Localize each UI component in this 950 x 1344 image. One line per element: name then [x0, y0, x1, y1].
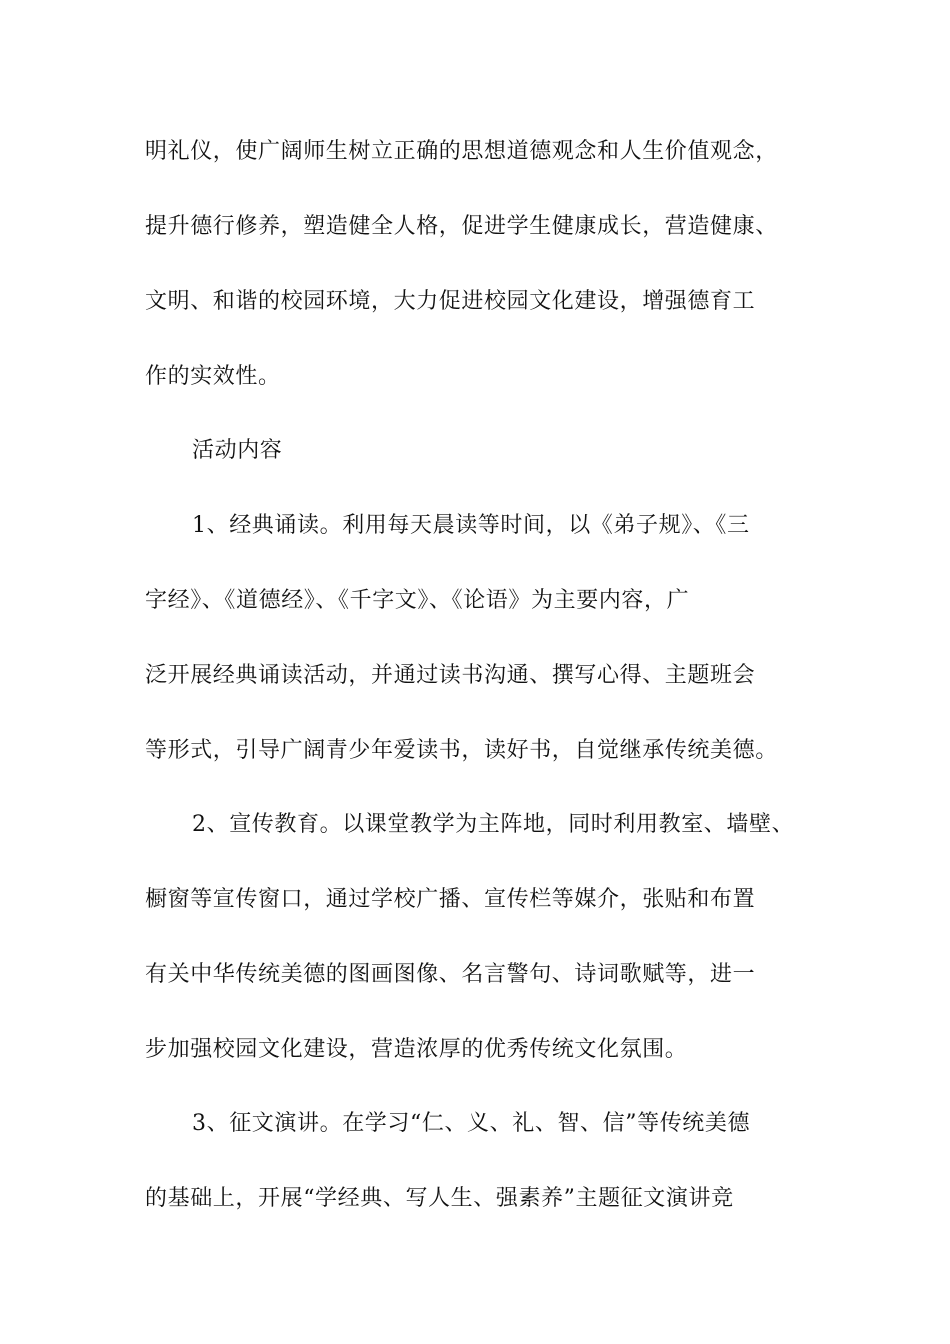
- text-line: 橱窗等宣传窗口，通过学校广播、宣传栏等媒介，张贴和布置: [145, 887, 756, 912]
- section-heading: 活动内容: [192, 438, 283, 463]
- text-line: 的基础上，开展“学经典、写人生、强素养”主题征文演讲竞: [145, 1186, 734, 1211]
- text-line: 字经》、《道德经》、《千字文》、《论语》为主要内容，广: [145, 588, 690, 613]
- text-line: 作的实效性。: [145, 364, 281, 389]
- text-line: 等形式，引导广阔青少年爱读书，读好书，自觉继承传统美德。: [145, 738, 778, 763]
- text-line: 3、征文演讲。在学习“仁、义、礼、智、信”等传统美德: [192, 1111, 751, 1136]
- text-line: 2、宣传教育。以课堂教学为主阵地，同时利用教室、墙壁、: [192, 812, 795, 837]
- text-line: 文明、和谐的校园环境，大力促进校园文化建设，增强德育工: [145, 289, 756, 314]
- text-line: 有关中华传统美德的图画图像、名言警句、诗词歌赋等，进一: [145, 962, 756, 987]
- text-line: 1、经典诵读。利用每天晨读等时间，以《弟子规》、《三: [192, 513, 750, 538]
- text-line: 提升德行修养，塑造健全人格，促进学生健康成长，营造健康、: [145, 214, 778, 239]
- text-line: 明礼仪，使广阔师生树立正确的思想道德观念和人生价值观念，: [145, 139, 778, 164]
- text-line: 步加强校园文化建设，营造浓厚的优秀传统文化氛围。: [145, 1037, 688, 1062]
- text-line: 泛开展经典诵读活动，并通过读书沟通、撰写心得、主题班会: [145, 663, 756, 688]
